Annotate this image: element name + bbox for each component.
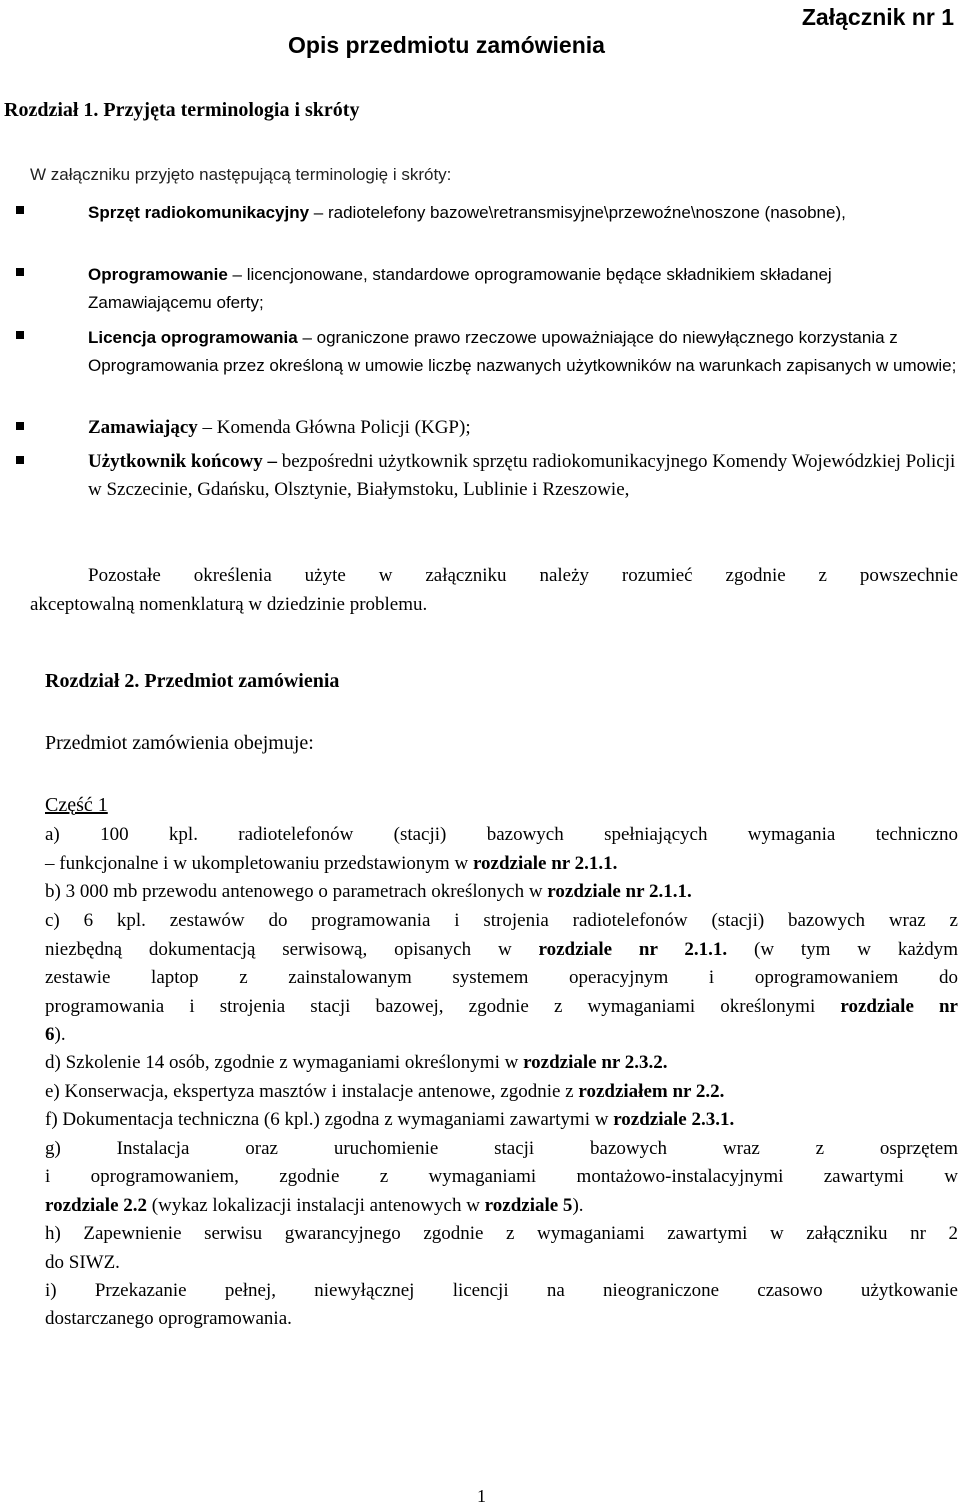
- list-item-h: h) Zapewnienie serwisu gwarancyjnego zgodnie z wymaganiami zawartymi w załączniku nr 2: [45, 1223, 958, 1244]
- term-name: Licencja oprogramowania: [88, 328, 298, 347]
- term-definition: – radiotelefony bazowe\retransmisyjne\przewoźne\noszone (nasobne),: [309, 203, 846, 222]
- page-number: 1: [477, 1486, 486, 1506]
- list-item-g: g) Instalacja oraz uruchomienie stacji bazowych wraz z osprzętem: [45, 1138, 958, 1159]
- term-name: Zamawiający: [88, 417, 198, 438]
- list-item-a: a) 100 kpl. radiotelefonów (stacji) bazowych spełniających wymagania techniczno: [45, 824, 958, 845]
- bullet-icon: [16, 331, 24, 339]
- term-name: Sprzęt radiokomunikacyjny: [88, 203, 310, 222]
- list-item-g-line3: rozdziale 2.2 (wykaz lokalizacji instalacji antenowych w rozdziale 5).: [45, 1195, 584, 1216]
- list-item-f: f) Dokumentacja techniczna (6 kpl.) zgodna z wymaganiami zawartymi w rozdziale 2.3.1.: [45, 1109, 735, 1130]
- list-item-c-line4: programowania i strojenia stacji bazowej, zgodnie z wymaganiami określonymi rozdziale nr: [45, 996, 958, 1017]
- page-title: Opis przedmiotu zamówienia: [288, 32, 605, 58]
- chapter1-closing-line2: akceptowalną nomenklaturą w dziedzinie problemu.: [30, 594, 428, 615]
- list-item-c-line2: niezbędną dokumentacją serwisową, opisanych w rozdziale nr 2.1.1. (w tym w każdym: [45, 939, 959, 960]
- list-item-b: b) 3 000 mb przewodu antenowego o parametrach określonych w rozdziale nr 2.1.1.: [45, 881, 692, 902]
- part-label: Część 1: [45, 794, 108, 816]
- term-item: [88, 324, 958, 380]
- list-item-c-line3: zestawie laptop z zainstalowanym systemem operacyjnym i oprogramowaniem do: [45, 967, 958, 988]
- chapter1-heading: Rozdział 1. Przyjęta terminologia i skróty: [4, 99, 360, 121]
- chapter2-intro: Przedmiot zamówienia obejmuje:: [45, 732, 314, 754]
- list-item-i: i) Przekazanie pełnej, niewyłącznej licencji na nieograniczone czasowo użytkowanie: [45, 1280, 958, 1301]
- term-name: Użytkownik końcowy –: [88, 451, 277, 472]
- list-item-d: d) Szkolenie 14 osób, zgodnie z wymaganiami określonymi w rozdziale nr 2.3.2.: [45, 1052, 668, 1073]
- term-item: [88, 414, 958, 442]
- attachment-label: Załącznik nr 1: [801, 4, 954, 30]
- list-item-h-line2: do SIWZ.: [45, 1252, 120, 1273]
- term-item: [88, 261, 958, 317]
- bullet-icon: [16, 206, 24, 214]
- bullet-icon: [16, 268, 24, 276]
- bullet-icon: [16, 456, 24, 464]
- chapter1-intro: W załączniku przyjęto następującą terminologię i skróty:: [30, 165, 452, 184]
- list-item-c-line5: 6).: [45, 1024, 66, 1045]
- term-item: [88, 448, 958, 504]
- term-definition: – Komenda Główna Policji (KGP);: [197, 417, 471, 438]
- term-definition: – licencjonowane, standardowe oprogramowanie będące składnikiem składanej Zamawiającemu oferty;: [88, 265, 832, 312]
- bullet-icon: [16, 422, 24, 430]
- list-item-e: e) Konserwacja, ekspertyza masztów i instalacje antenowe, zgodnie z rozdziałem nr 2.2.: [45, 1081, 725, 1102]
- list-item-i-line2: dostarczanego oprogramowania.: [45, 1308, 292, 1329]
- term-name: Oprogramowanie: [88, 265, 228, 284]
- list-item-g-line2: i oprogramowaniem, zgodnie z wymaganiami montażowo-instalacyjnymi zawartymi w: [45, 1166, 958, 1187]
- term-definition: bezpośredni użytkownik sprzętu radiokomunikacyjnego Komendy Wojewódzkiej Policji w Szczecinie, Gdańsku, Olsztynie, Białymstoku, Lublinie i Rzeszowie,: [88, 451, 956, 500]
- list-item-a-cont: – funkcjonalne i w ukompletowaniu przedstawionym w rozdziale nr 2.1.1.: [45, 853, 618, 874]
- chapter2-heading: Rozdział 2. Przedmiot zamówienia: [45, 670, 340, 692]
- term-item: [88, 199, 958, 227]
- chapter1-closing-line1: Pozostałe określenia użyte w załączniku należy rozumieć zgodnie z powszechnie: [88, 565, 958, 586]
- list-item-c: c) 6 kpl. zestawów do programowania i strojenia radiotelefonów (stacji) bazowych wraz z: [45, 910, 958, 931]
- term-definition: – ograniczone prawo rzeczowe upoważniające do niewyłącznego korzystania z Oprogramowania przez określoną w umowie liczbę nazwanych użytkowników na warunkach zapisanych w umowie;: [88, 328, 957, 375]
